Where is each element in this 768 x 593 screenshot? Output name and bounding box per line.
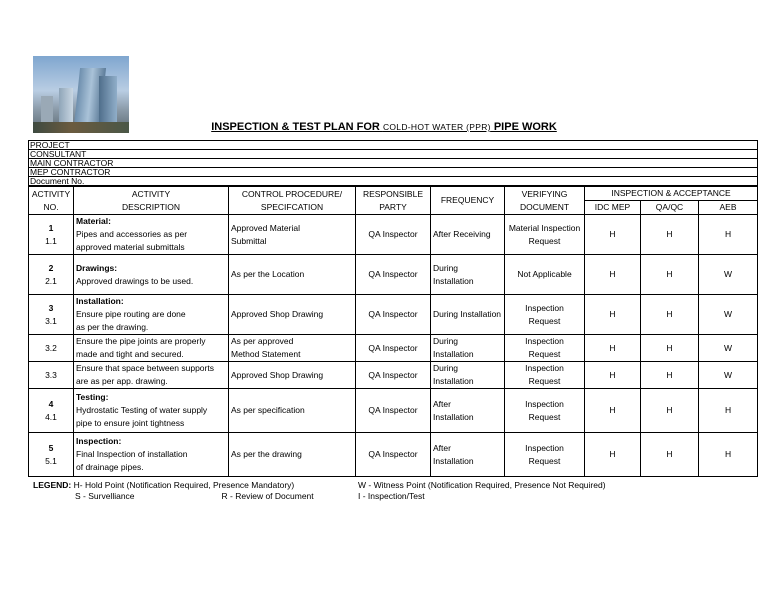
inspection-test-plan-table — [28, 186, 758, 477]
verifying-document-cell: Material Inspection Request — [505, 215, 585, 255]
aeb-cell: W — [699, 295, 758, 335]
header-activity-no: ACTIVITY NO. — [29, 187, 74, 215]
activity-no-cell: 1 1.1 — [29, 215, 74, 255]
responsible-cell: QA Inspector — [356, 433, 431, 477]
idc-mep-cell: H — [585, 389, 641, 433]
responsible-cell: QA Inspector — [356, 215, 431, 255]
consultant-field: CONSULTANT — [29, 150, 757, 159]
description-cell: Installation: Ensure pipe routing are done as per the drawing. — [74, 295, 229, 335]
idc-mep-cell: H — [585, 362, 641, 389]
aeb-cell: H — [699, 389, 758, 433]
description-cell: Ensure that space between supports are as per app. drawing. — [74, 362, 229, 389]
idc-mep-cell: H — [585, 255, 641, 295]
activity-no-cell: 4 4.1 — [29, 389, 74, 433]
header-frequency: FREQUENCY — [431, 187, 505, 215]
header-control: CONTROL PROCEDURE/ SPECIFCATION — [229, 187, 356, 215]
idc-mep-cell: H — [585, 433, 641, 477]
page-title: INSPECTION & TEST PLAN FOR COLD-HOT WATER (PPR) PIPE WORK — [211, 121, 557, 133]
control-cell: As per specification — [229, 389, 356, 433]
idc-mep-cell: H — [585, 335, 641, 362]
aeb-cell: H — [699, 433, 758, 477]
main-contractor-field: MAIN CONTRACTOR — [29, 159, 757, 168]
description-cell: Drawings: Approved drawings to be used. — [74, 255, 229, 295]
qaqc-cell: H — [641, 255, 699, 295]
control-cell: Approved Shop Drawing — [229, 362, 356, 389]
header-responsible: RESPONSIBLE PARTY — [356, 187, 431, 215]
table-row — [29, 389, 758, 433]
legend-right: W - Witness Point (Notification Required, Presence Not Required) I - Inspection/Test — [358, 480, 606, 501]
table-row — [29, 433, 758, 477]
qaqc-cell: H — [641, 295, 699, 335]
description-cell: Testing: Hydrostatic Testing of water supply pipe to ensure joint tightness — [74, 389, 229, 433]
responsible-cell: QA Inspector — [356, 389, 431, 433]
verifying-document-cell: Not Applicable — [505, 255, 585, 295]
description-cell: Ensure the pipe joints are properly made and tight and secured. — [74, 335, 229, 362]
project-info-block — [28, 140, 758, 186]
frequency-cell: After Installation — [431, 433, 505, 477]
activity-no-cell: 2 2.1 — [29, 255, 74, 295]
description-cell: Inspection: Final Inspection of installation of drainage pipes. — [74, 433, 229, 477]
project-field: PROJECT — [29, 141, 757, 150]
frequency-cell: During Installation — [431, 362, 505, 389]
qaqc-cell: H — [641, 433, 699, 477]
aeb-cell: W — [699, 362, 758, 389]
verifying-document-cell: Inspection Request — [505, 335, 585, 362]
frequency-cell: During Installation — [431, 255, 505, 295]
frequency-cell: During Installation — [431, 335, 505, 362]
responsible-cell: QA Inspector — [356, 335, 431, 362]
table-row — [29, 335, 758, 362]
header-description: ACTIVITY DESCRIPTION — [74, 187, 229, 215]
frequency-cell: During Installation — [431, 295, 505, 335]
verifying-document-cell: Inspection Request — [505, 295, 585, 335]
idc-mep-cell: H — [585, 295, 641, 335]
responsible-cell: QA Inspector — [356, 295, 431, 335]
aeb-cell: W — [699, 335, 758, 362]
verifying-document-cell: Inspection Request — [505, 389, 585, 433]
qaqc-cell: H — [641, 389, 699, 433]
activity-no-cell: 3.3 — [29, 362, 74, 389]
verifying-document-cell: Inspection Request — [505, 433, 585, 477]
qaqc-cell: H — [641, 215, 699, 255]
mep-contractor-field: MEP CONTRACTOR — [29, 168, 757, 177]
header-qaqc: QA/QC — [641, 201, 699, 215]
table-row — [29, 295, 758, 335]
idc-mep-cell: H — [585, 215, 641, 255]
legend-left: LEGEND: H- Hold Point (Notification Required, Presence Mandatory) S - Survelliance R - Review of Document — [33, 480, 314, 501]
control-cell: As per the drawing — [229, 433, 356, 477]
header-aeb: AEB — [699, 201, 758, 215]
table-row — [29, 215, 758, 255]
responsible-cell: QA Inspector — [356, 362, 431, 389]
control-cell: Approved Shop Drawing — [229, 295, 356, 335]
activity-no-cell: 3.2 — [29, 335, 74, 362]
aeb-cell: W — [699, 255, 758, 295]
control-cell: As per approved Method Statement — [229, 335, 356, 362]
table-row — [29, 255, 758, 295]
frequency-cell: After Receiving — [431, 215, 505, 255]
table-row — [29, 362, 758, 389]
control-cell: Approved Material Submittal — [229, 215, 356, 255]
qaqc-cell: H — [641, 335, 699, 362]
frequency-cell: After Installation — [431, 389, 505, 433]
responsible-cell: QA Inspector — [356, 255, 431, 295]
header-inspection: INSPECTION & ACCEPTANCE — [585, 187, 758, 201]
document-no-field: Document No. — [30, 176, 85, 186]
aeb-cell: H — [699, 215, 758, 255]
activity-no-cell: 3 3.1 — [29, 295, 74, 335]
verifying-document-cell: Inspection Request — [505, 362, 585, 389]
control-cell: As per the Location — [229, 255, 356, 295]
activity-no-cell: 5 5.1 — [29, 433, 74, 477]
header-verifying: VERIFYING DOCUMENT — [505, 187, 585, 215]
description-cell: Material: Pipes and accessories as per approved material submittals — [74, 215, 229, 255]
header-idc-mep: IDC MEP — [585, 201, 641, 215]
qaqc-cell: H — [641, 362, 699, 389]
